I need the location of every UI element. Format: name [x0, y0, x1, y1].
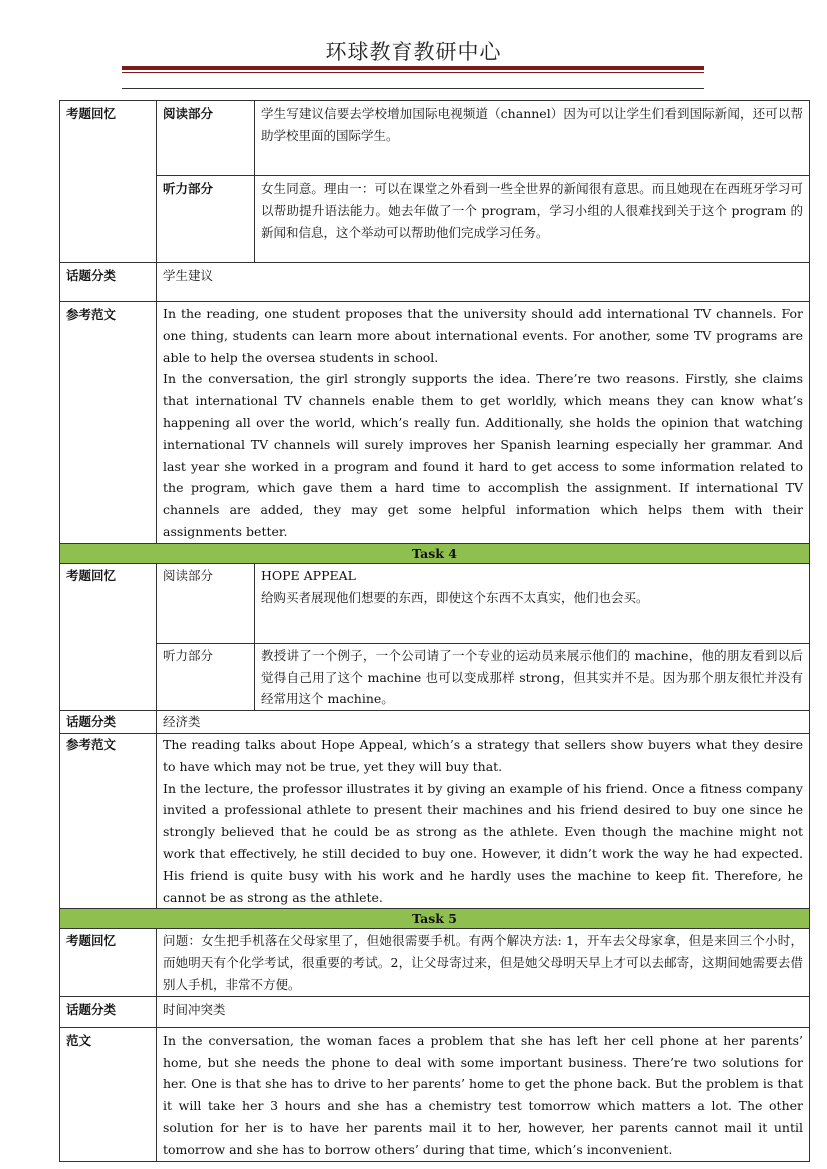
task5-sample-row — [60, 1027, 810, 1161]
page-header-title: 环球教育教研中心 — [325, 40, 502, 64]
task5-header-row — [60, 909, 810, 929]
task5-sample-text: In the conversation, the woman faces a problem that she has left her cell phone at her parents’ home, but she needs the phone to deal with some important business. There’re two solutions for her. One is that she has to drive to her parents’ home to get the phone back. But the problem is that it will take her 3 hours and she has a chemistry test tomorrow which matters a lot. The other solution for her is to have her parents mail it to her, however, her parents cannot mail it until tomorrow and she has to borrow others’ during that time, which’s inconvenient. — [157, 1027, 810, 1161]
section1-sample-row — [60, 302, 810, 544]
task4-reading-label: 阅读部分 — [157, 563, 255, 643]
task4-listening-text: 教授讲了一个例子，一个公司请了一个专业的运动员来展示他们的 machine，他的朋友看到以后觉得自己用了这个 machine 也可以变成那样 strong，但其实并不是。因为那个朋友很忙并没有经常用这个 machine。 — [255, 643, 810, 710]
task4-reading-row — [60, 563, 810, 643]
task5-topic-text: 时间冲突类 — [157, 996, 810, 1027]
header-rule-thin — [122, 72, 704, 73]
section1-topic-text: 学生建议 — [157, 263, 810, 302]
task5-topic-row — [60, 996, 810, 1027]
task4-sample-cell — [157, 733, 810, 908]
task4-recall-label: 考题回忆 — [60, 563, 157, 710]
task4-sample-paragraph-1: The reading talks about Hope Appeal, which’s a strategy that sellers show buyers what they desire to have which may not be true, yet they will buy that. — [163, 736, 803, 774]
task4-reading-title: HOPE APPEAL — [261, 567, 356, 583]
task4-sample-row — [60, 733, 810, 908]
task5-recall-row — [60, 929, 810, 996]
task4-title: Task 4 — [60, 543, 810, 563]
task5-recall-label: 考题回忆 — [60, 929, 157, 996]
section1-topic-label: 话题分类 — [60, 263, 157, 302]
task5-sample-label: 范文 — [60, 1027, 157, 1161]
task4-topic-label: 话题分类 — [60, 711, 157, 734]
task4-header-row — [60, 543, 810, 563]
section1-listening-label: 听力部分 — [157, 176, 255, 263]
task4-topic-text: 经济类 — [157, 711, 810, 734]
task4-reading-cell — [255, 563, 810, 643]
task5-recall-text: 问题：女生把手机落在父母家里了，但她很需要手机。有两个解决方法: 1，开车去父母家拿，但是来回三个小时，而她明天有个化学考试，很重要的考试。2，让父母寄过来，但是她父母明天早上才可以去邮寄，这期间她需要去借别人手机，非常不方便。 — [157, 929, 810, 996]
task5-topic-label: 话题分类 — [60, 996, 157, 1027]
header-rule-thick — [122, 66, 704, 70]
section1-sample-label: 参考范文 — [60, 302, 157, 544]
section1-listening-text: 女生同意。理由一：可以在课堂之外看到一些全世界的新闻很有意思。而且她现在在西班牙学习可以帮助提升语法能力。她去年做了一个 program，学习小组的人很难找到关于这个 program 的新闻和信息，这个举动可以帮助他们完成学习任务。 — [255, 176, 810, 263]
section1-topic-row — [60, 263, 810, 302]
header-rule-lower — [122, 88, 704, 89]
task5-title: Task 5 — [60, 909, 810, 929]
section1-reading-row — [60, 101, 810, 176]
section1-recall-label: 考题回忆 — [60, 101, 157, 263]
task4-sample-label: 参考范文 — [60, 733, 157, 908]
section1-sample-cell — [157, 302, 810, 544]
section1-reading-label: 阅读部分 — [157, 101, 255, 176]
section1-sample-paragraph-2: In the conversation, the girl strongly supports the idea. There’re two reasons. Firstly, she claims that international TV channels enable them to get worldly, which means they can know what’s happening all over the world, which’s really fun. Additionally, she holds the opinion that watching international TV channels will surely improves her Spanish learning especially her grammar. And last year she worked in a program and found it hard to get access to some information related to the program, which gave them a hard time to accomplish the assignment. If international TV channels are added, they may get some helpful information which helps them with their assignments better. — [163, 371, 803, 539]
task4-listening-label: 听力部分 — [157, 643, 255, 710]
section1-sample-paragraph-1: In the reading, one student proposes that the university should add international TV channels. For one thing, students can learn more about international events. For another, some TV programs are able to help the oversea students in school. — [163, 306, 803, 365]
task4-listening-row — [60, 643, 810, 710]
task4-topic-row — [60, 711, 810, 734]
section1-reading-text: 学生写建议信要去学校增加国际电视频道（channel）因为可以让学生们看到国际新闻，还可以帮助学校里面的国际学生。 — [255, 101, 810, 176]
section1-listening-row — [60, 176, 810, 263]
task4-reading-text: 给购买者展现他们想要的东西，即使这个东西不太真实，他们也会买。 — [261, 589, 649, 605]
content-table — [59, 100, 810, 1162]
task4-sample-paragraph-2: In the lecture, the professor illustrates it by giving an example of his friend. Once a fitness company invited a professional athlete to present their machines and his friend desired to buy one since he strongly believed that he could be as strong as the athlete. Even though the machine might not work that effectively, he still decided to buy one. However, it didn’t work the way he had expected. His friend is quite busy with his work and he hardly uses the machine to keep fit. Therefore, he cannot be as strong as the athlete. — [163, 780, 803, 905]
